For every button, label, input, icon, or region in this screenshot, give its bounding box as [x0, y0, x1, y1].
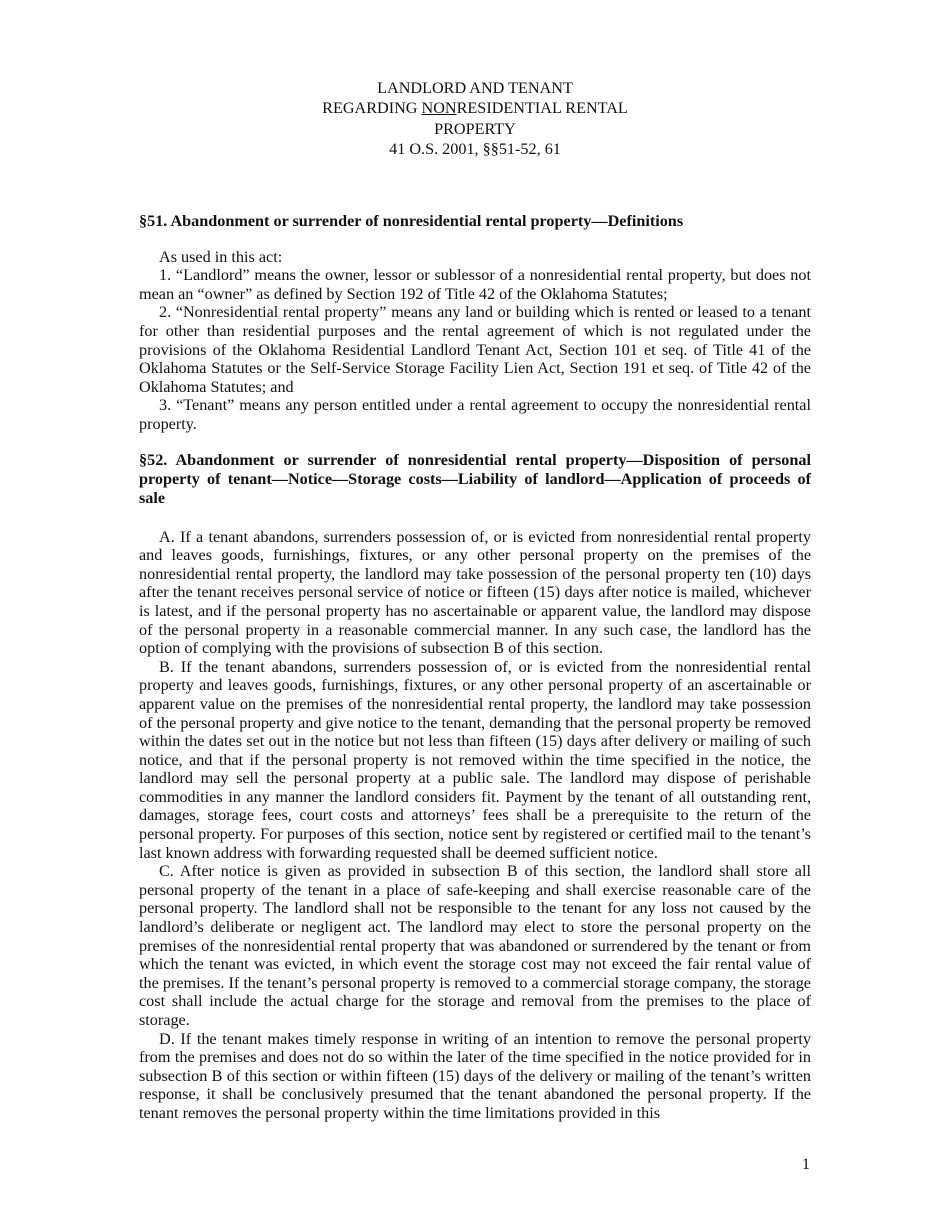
subsection-b: B. If the tenant abandons, surrenders possession of, or is evicted from the nonresidential rental property and leaves goods, furnishings, fixtures, or any other personal property of an ascertainable or apparent value on the premises of the nonresidential rental property, the landlord may take possession of the personal property and give notice to the tenant, demanding that the personal property be removed within the dates set out in the notice but not less than fifteen (15) days after delivery or mailing of such notice, and that if the personal property is not removed within the time specified in the notice, the landlord may sell the personal property at a public sale. The landlord may dispose of perishable commodities in any manner the landlord considers fit. Payment by the tenant of all outstanding rent, damages, storage fees, court costs and attorneys’ fees shall be a prerequisite to the return of the personal property. For purposes of this section, notice sent by registered or certified mail to the tenant’s last known address with forwarding requested shall be deemed sufficient notice.: [139, 657, 812, 862]
section-51-body: [139, 248, 811, 434]
statute-citation: 41 O.S. 2001, §§51-52, 61: [389, 140, 561, 159]
subsection-d: D. If the tenant makes timely response in writing of an intention to remove the personal property from the premises and does not do so within the later of the time specified in the notice provided for in subsection B of this section or within fifteen (15) days of the delivery or mailing of the tenant’s written response, it shall be conclusively presumed that the tenant abandoned the personal property. If the tenant removes the personal property within the time limitations provided in this: [139, 1029, 811, 1122]
title-line-2-prefix: REGARDING: [322, 99, 422, 118]
section-52-heading: §52. Abandonment or surrender of nonresidential rental property—Disposition of personal property of tenant—Notice—Storage costs—Liability of landlord—Application of proceeds of sale: [139, 450, 811, 507]
document-page: [139, 78, 811, 1123]
page-number: 1: [801, 1155, 810, 1173]
title-line-3: PROPERTY: [434, 119, 516, 138]
subsection-a: A. If a tenant abandons, surrenders possession of, or is evicted from nonresidential rental property and leaves goods, furnishings, fixtures, or any other personal property on the premises of the nonresidential rental property, the landlord may take possession of the personal property ten (10) days after the tenant receives personal service of notice or fifteen (15) days after notice is mailed, whichever is latest, and if the personal property has no ascertainable or apparent value, the landlord may dispose of the personal property in a reasonable commercial manner. In any such case, the landlord has the option of complying with the provisions of subsection B of this section.: [139, 527, 811, 658]
section-51-heading: §51. Abandonment or surrender of nonresidential rental property—Definitions: [139, 211, 684, 230]
title-line-1: LANDLORD AND TENANT: [377, 79, 573, 97]
definition-nonresidential-property: 2. “Nonresidential rental property” means any land or building which is rented or leased to a tenant for other than residential purposes and the rental agreement of which is not regulated under the provisions of the Oklahoma Residential Landlord Tenant Act, Section 101 et seq. of Title 41 of the Oklahoma Statutes or the Self-Service Storage Facility Lien Act, Section 191 et seq. of Title 42 of the Oklahoma Statutes; and: [139, 303, 811, 396]
title-line-2: [139, 98, 811, 118]
title-underlined-non: NON: [421, 99, 457, 118]
definition-tenant: 3. “Tenant” means any person entitled under a rental agreement to occupy the nonresidential rental property.: [139, 396, 811, 433]
document-title: [139, 78, 811, 160]
subsection-c: C. After notice is given as provided in subsection B of this section, the landlord shall store all personal property of the tenant in a place of safe-keeping and shall exercise reasonable care of the personal property. The landlord shall not be responsible to the tenant for any loss not caused by the landlord’s deliberate or negligent act. The landlord may elect to store the personal property on the premises of the nonresidential rental property that was abandoned or surrendered by the tenant or from which the tenant was evicted, in which event the storage cost may not exceed the fair rental value of the premises. If the tenant’s personal property is removed to a commercial storage company, the storage cost shall include the actual charge for the storage and removal from the premises to the place of storage.: [139, 862, 811, 1029]
section-52-body: [139, 528, 811, 1123]
section-51-intro: As used in this act:: [159, 247, 283, 266]
title-line-2-suffix: RESIDENTIAL RENTAL: [456, 99, 628, 118]
definition-landlord: 1. “Landlord” means the owner, lessor or sublessor of a nonresidential rental property, but does not mean an “owner” as defined by Section 192 of Title 42 of the Oklahoma Statutes;: [139, 266, 811, 303]
